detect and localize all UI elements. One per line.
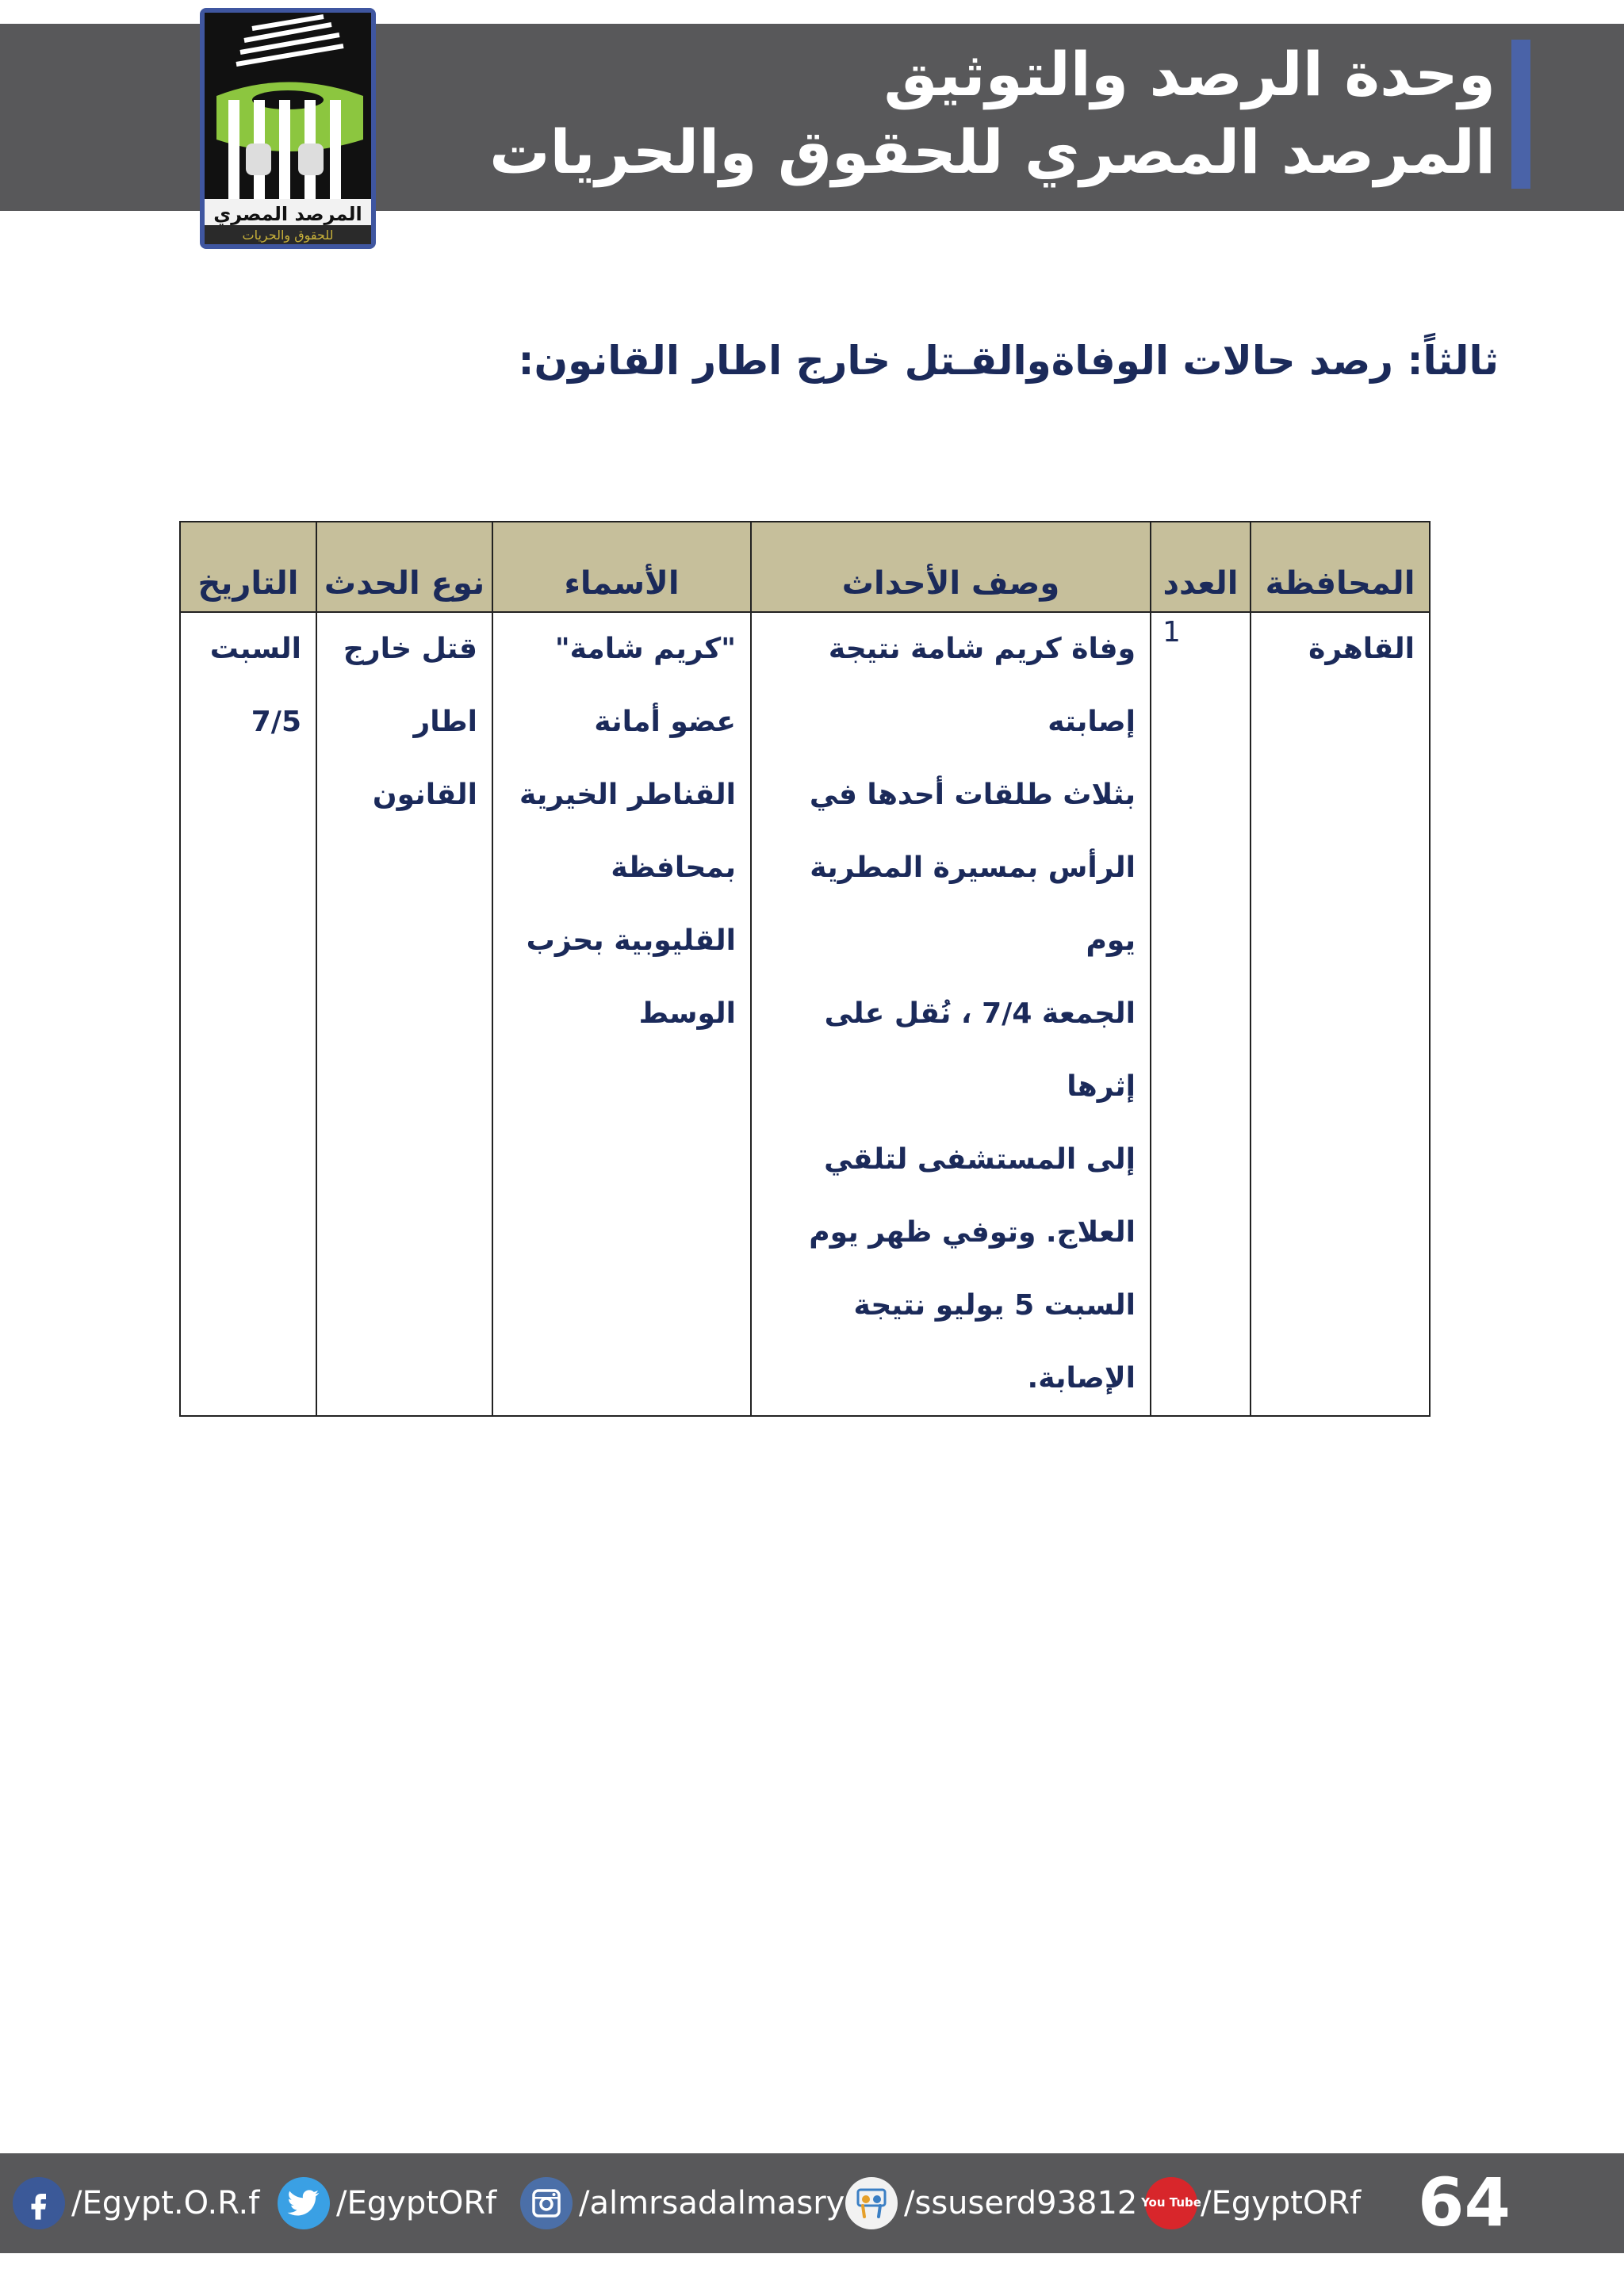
youtube-icon: [1141, 2177, 1201, 2229]
unit-title: وحدة الرصد والتوثيق: [883, 39, 1496, 109]
youtube-handle: /EgyptORf: [1201, 2185, 1362, 2221]
header-accent-bar: [1511, 40, 1530, 189]
header-names: الأسماء: [492, 522, 751, 612]
facebook-handle: /Egypt.O.R.f: [71, 2185, 260, 2221]
organization-logo: [200, 8, 376, 249]
instagram-icon: [520, 2177, 573, 2229]
section-heading: ثالثاً: رصد حالات الوفاةوالقـتل خارج اطار القانون:: [518, 338, 1499, 384]
logo-emblem: [205, 13, 371, 244]
slideshare-icon: [845, 2177, 898, 2229]
cell-date: السبت 7/5: [180, 612, 316, 1416]
logo-text-main: المرصد المصري: [213, 203, 362, 225]
events-table: [179, 521, 1431, 1417]
cell-governorate: القاهرة: [1251, 612, 1430, 1416]
cell-description: وفاة كريم شامة نتيجة إصابته بثلاث طلقات أحدها في الرأس بمسيرة المطرية يوم الجمعة 7/4 ، نُقل على إثرها إلى المستشفى لتلقي العلاج. وتوفي ظهر يوم السبت 5 يوليو نتيجة الإصابة.: [751, 612, 1151, 1416]
organization-title: المرصد المصري للحقوق والحريات: [489, 117, 1496, 187]
facebook-icon: [13, 2177, 65, 2229]
slideshare-handle: /ssuserd93812: [904, 2185, 1138, 2221]
youtube-link[interactable]: [1141, 2175, 1362, 2231]
twitter-link[interactable]: [278, 2175, 496, 2231]
table-row: [180, 612, 1430, 1416]
table-header-row: [180, 522, 1430, 612]
facebook-link[interactable]: [13, 2175, 259, 2231]
twitter-handle: /EgyptORf: [336, 2185, 497, 2221]
cell-event-type: قتل خارج اطار القانون: [316, 612, 492, 1416]
header-description: وصف الأحداث: [751, 522, 1151, 612]
header-governorate: المحافظة: [1251, 522, 1430, 612]
header-date: التاريخ: [180, 522, 316, 612]
page-number: 64: [1418, 2164, 1511, 2241]
logo-text-sub: للحقوق والحريات: [242, 228, 334, 243]
header-count: العدد: [1151, 522, 1251, 612]
instagram-link[interactable]: [520, 2175, 845, 2231]
twitter-icon: [278, 2177, 330, 2229]
header-event-type: نوع الحدث: [316, 522, 492, 612]
cell-names: "كريم شامة" عضو أمانة القناطر الخيرية بمحافظة القليوبية بحزب الوسط: [492, 612, 751, 1416]
slideshare-link[interactable]: [845, 2175, 1137, 2231]
instagram-handle: /almrsadalmasry: [579, 2185, 845, 2221]
cell-count: 1: [1151, 612, 1251, 1416]
youtube-icon-text: You Tube: [1141, 2195, 1201, 2210]
